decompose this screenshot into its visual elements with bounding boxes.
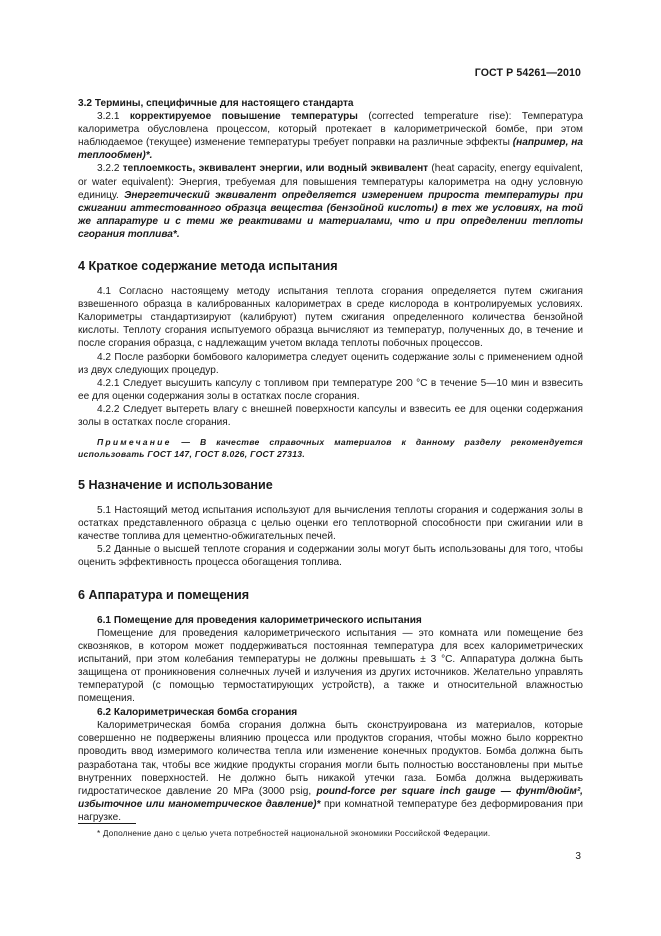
section-title-4: 4 Краткое содержание метода испытания — [78, 259, 338, 274]
term-definition: (corrected temperature rise): Температура калориметра обусловлена процессом, который протекает в калориметрической бомбе, при этом наблюдаемое (текущее) изменение температуры требует поправки на различные эффекты — [78, 111, 583, 149]
footnote-divider — [78, 823, 136, 824]
paragraph-5-1: 5.1 Настоящий метод испытания используют для вычисления теплоты сгорания и содержания золы в остатках представленного образца с целью оценки его теплотворной способности при сжигании или в качестве топлива для цементно-обжигательных печей. — [78, 505, 583, 543]
term-addition: Энергетический эквивалент определяется измерением прироста температуры при сжигании аттестованного образца вещества (бензойной кислоты) в тех же условиях, на той же аппаратуре и с теми же реактивами и материалами, что и при определении теплоты сгорания топлива*. — [78, 189, 583, 240]
paragraph-6-1: Помещение для проведения калориметрического испытания — это комната или помещение без сквозняков, в котором может поддерживаться постоянная температура для всех калориметрических испытаний, при этом колебания температуры не должны превышать ± 3 °С. Аппаратура должна быть защищена от проникновения солнечных лучей и излучения из других источников. Желательно управлять температурой (с помощью термостатирующих устройств), а также и относительной влажностью помещения. — [78, 627, 583, 705]
page-number: 3 — [575, 851, 581, 862]
document-id: ГОСТ Р 54261—2010 — [474, 67, 581, 79]
footnote: * Дополнение дано с целью учета потребностей национальной экономики Российской Федерации. — [97, 829, 491, 838]
term-name: корректируемое повышение температуры — [129, 111, 358, 123]
section-title-6: 6 Аппаратура и помещения — [78, 587, 250, 602]
term-definition: (heat capacity, energy equivalent, or water equivalent): Энергия, требуемая для повышения температуры калориметра на одну условную единицу. — [78, 163, 583, 201]
note — [78, 436, 583, 460]
paragraph-4-1: 4.1 Согласно настоящему методу испытания теплота сгорания определяется путем сжигания взвешенного образца в калиброванных калориметрах в среде кислорода в контролируемых условиях. Калориметры стандартизируют (калибруют) путем сжигания определенного количества бензойной кислоты. Теплоту сгорания испытуемого образца вычисляют из температур, полученных до, в течение и после сгорания образца, с надлежащим учетом вклада теплоты побочных процессов. — [78, 286, 583, 350]
term-addition: (например, на теплообмен)*. — [78, 137, 583, 162]
subsection-title-3-2: 3.2 Термины, специфичные для настоящего стандарта — [78, 98, 354, 109]
term-number: 3.2.1 — [97, 111, 130, 123]
paragraph-addition: pound-force per square inch gauge — фунт/дюйм², избыточное или манометрическое давление)* — [78, 785, 583, 810]
term-3-2-2 — [78, 162, 583, 241]
paragraph-5-2: 5.2 Данные о высшей теплоте сгорания и содержании золы могут быть использованы для того, чтобы оценить эффективность процесса обогащения топлива. — [78, 544, 583, 569]
page-body — [78, 96, 583, 824]
paragraph-4-2-1: 4.2.1 Следует высушить капсулу с топливом при температуре 200 °С в течение 5—10 мин и взвесить ее для оценки содержания золы в остатках после сгорания. — [78, 377, 583, 402]
term-name: теплоемкость, эквивалент энергии, или водный эквивалент — [122, 163, 429, 175]
subsection-title-6-1: 6.1 Помещение для проведения калориметрического испытания — [97, 614, 422, 626]
paragraph-4-2-2: 4.2.2 Следует вытереть влагу с внешней поверхности капсулы и взвесить ее для оценки содержания золы в остатках после сгорания. — [78, 403, 583, 428]
paragraph-4-2: 4.2 После разборки бомбового калориметра следует оценить содержание золы с применением одной из двух следующих процедур. — [78, 351, 583, 376]
term-3-2-1 — [78, 110, 583, 162]
subsection-title-6-2: 6.2 Калориметрическая бомба сгорания — [97, 707, 298, 719]
note-text: — В качестве справочных материалов к данному разделу рекомендуется использовать ГОСТ 147, ГОСТ 8.026, ГОСТ 27313. — [78, 437, 583, 460]
paragraph-6-2 — [78, 719, 583, 824]
term-number: 3.2.2 — [97, 163, 123, 175]
paragraph-text-end: при комнатной температуре без деформирования при нагрузке. — [78, 798, 584, 823]
paragraph-text: Калориметрическая бомба сгорания должна быть сконструирована из материалов, которые совершенно не подвержены влиянию процесса или продуктов сгорания, чтобы можно было корректно проводить ввод измеримого количества тепла или изменение конечных продуктов. Бомба должна быть разработана так, чтобы все жидкие продукты сгорания могли быть полностью восстановлены при мытье внутренних поверхностей. Не должно быть никакой утечки газа. Бомба должна выдерживать гидростатическое давление 20 МРа (3000 psig, — [78, 720, 583, 797]
note-label: Примечание — [97, 437, 172, 448]
section-title-5: 5 Назначение и использование — [78, 478, 273, 493]
